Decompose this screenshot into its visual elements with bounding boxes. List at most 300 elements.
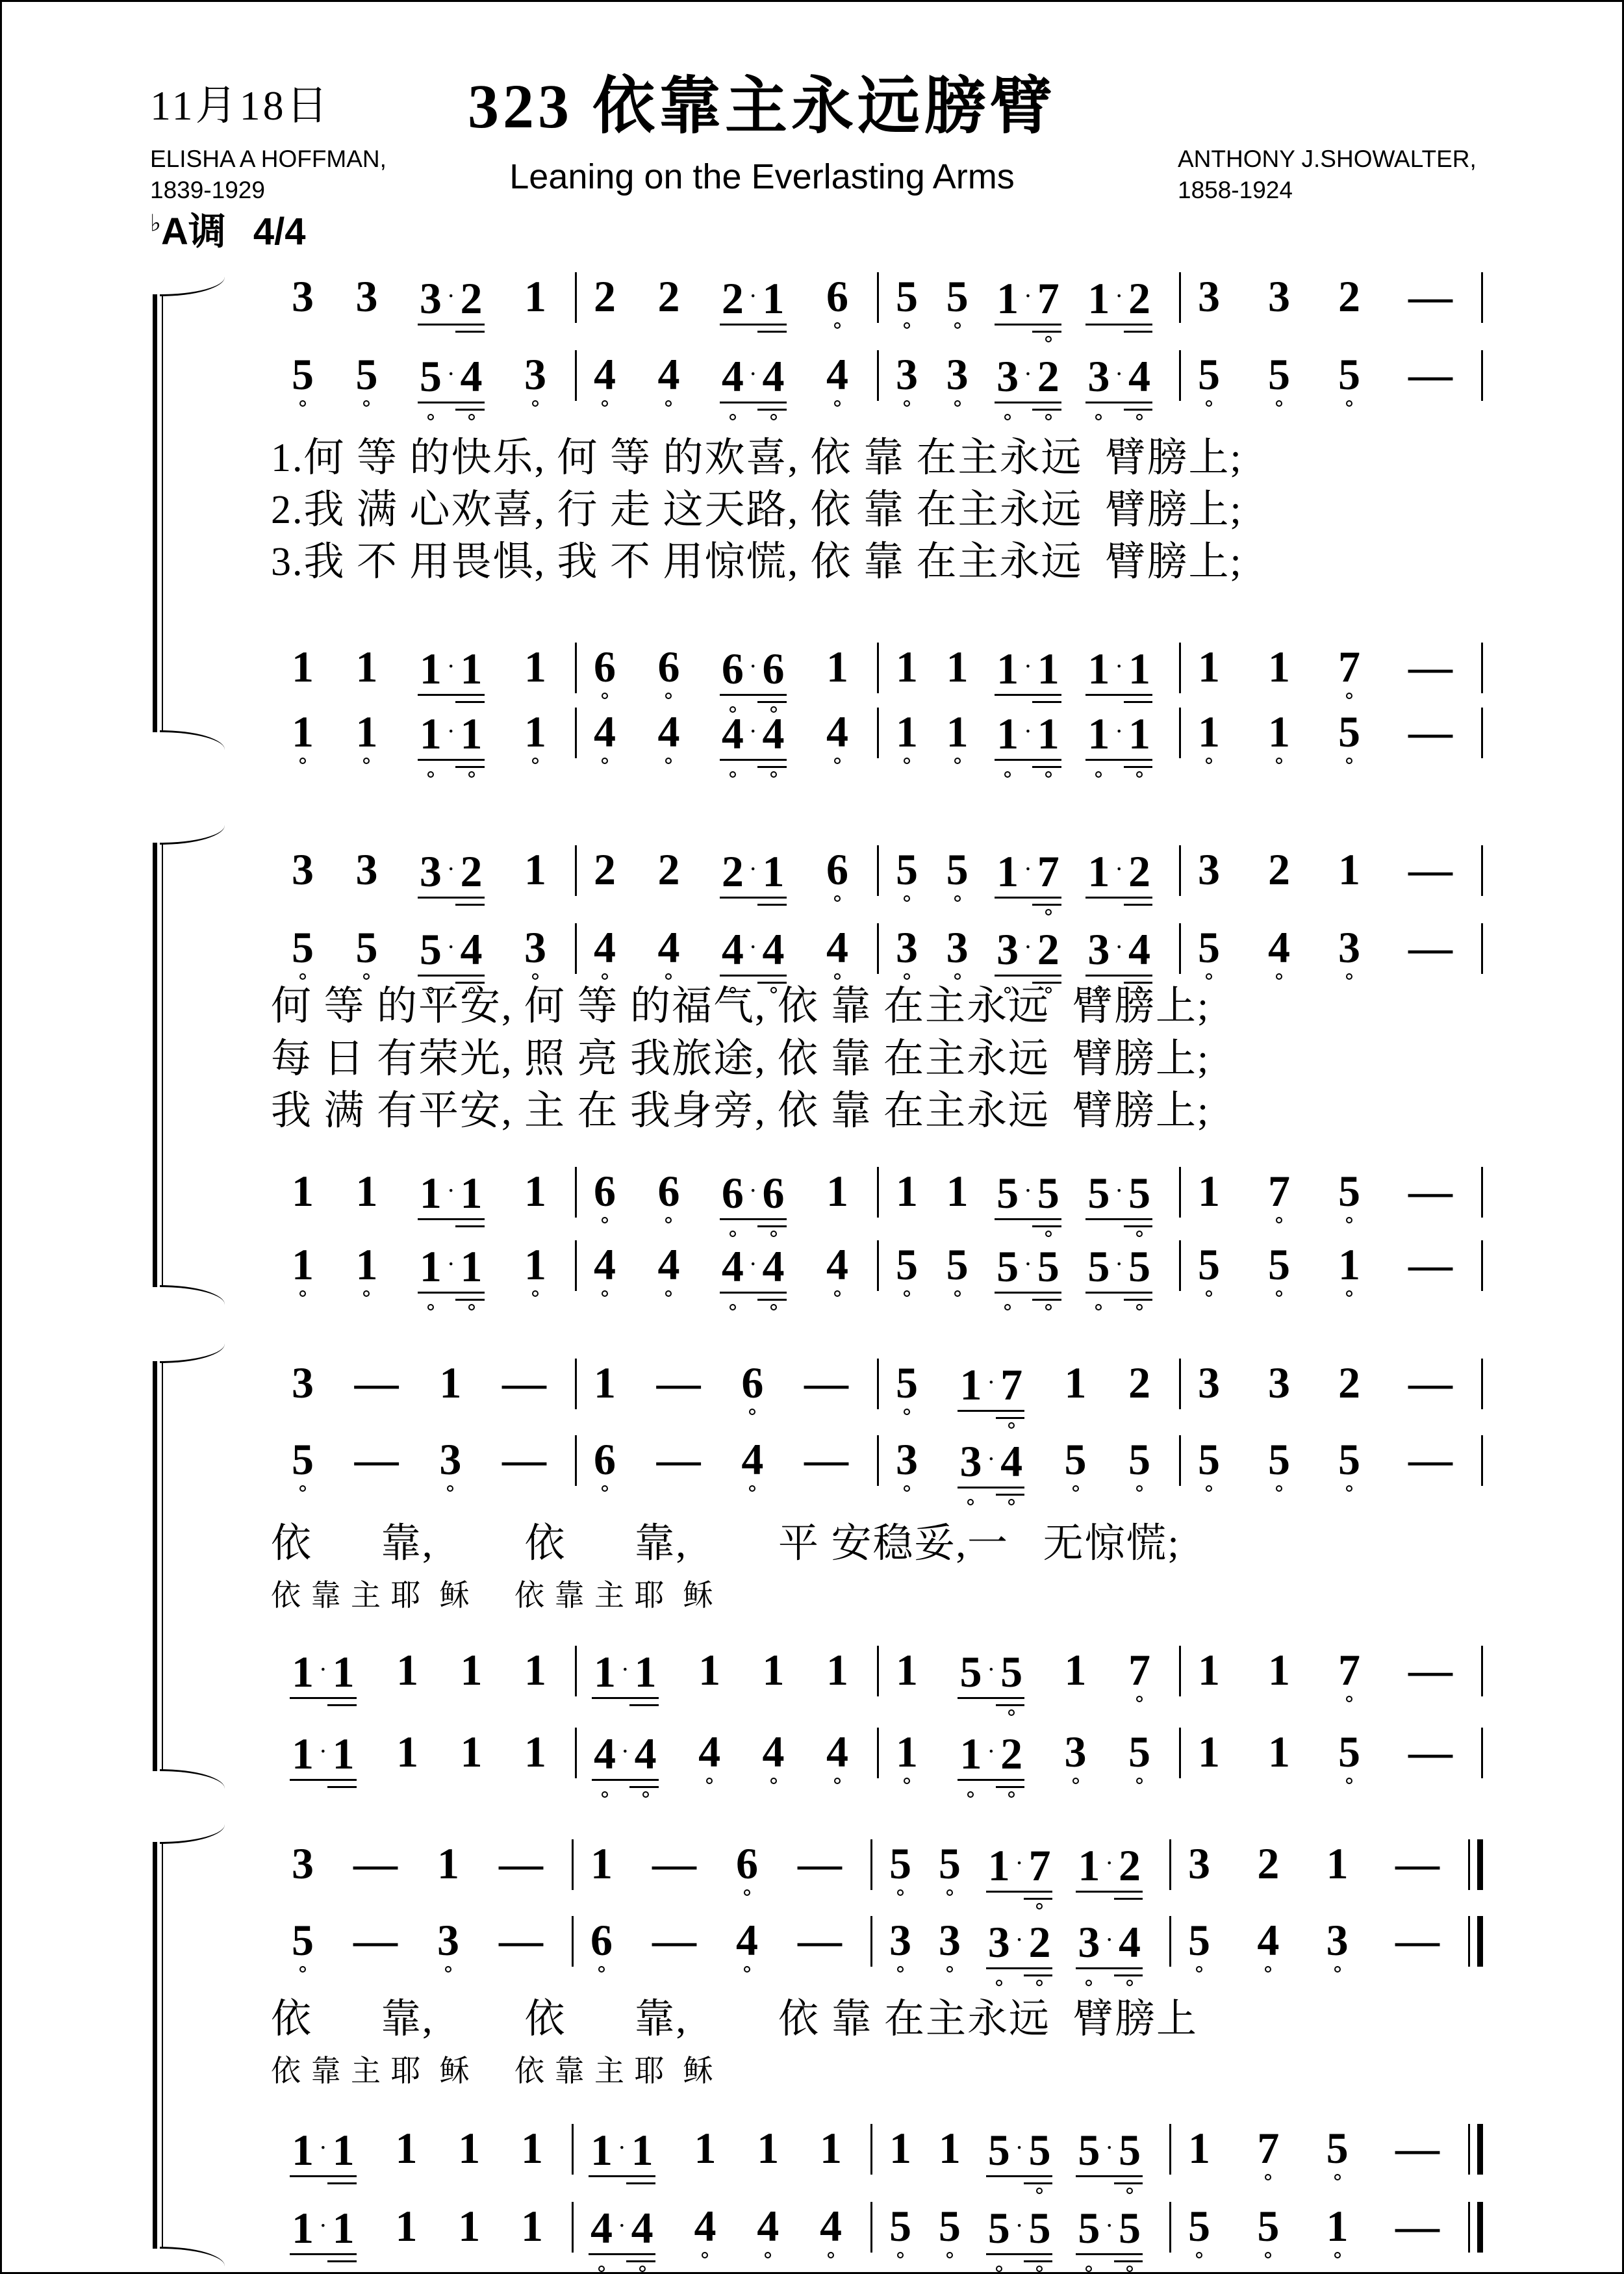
note-token	[420, 643, 483, 693]
low-octave-dot	[967, 1499, 974, 1505]
note-digit: 3	[946, 350, 969, 398]
low-octave-dot	[1004, 1304, 1011, 1310]
barline	[1481, 708, 1483, 758]
low-octave-dot	[1036, 1980, 1043, 1986]
eighth-beam	[418, 759, 485, 761]
sixteenth-beam	[455, 701, 484, 703]
low-octave-dot	[1036, 1903, 1043, 1910]
low-octave-dot	[1045, 1231, 1052, 1237]
low-octave-dot	[954, 1290, 961, 1297]
note-token	[741, 1359, 763, 1407]
note-digit: 3	[419, 847, 442, 896]
eighth-beam	[720, 759, 787, 761]
note-digit: 7	[1000, 1361, 1022, 1409]
note-digit: 5	[1338, 1167, 1360, 1215]
eighth-beam	[958, 1410, 1024, 1412]
note-token	[896, 708, 918, 756]
note-digit: 5	[355, 923, 377, 971]
note-token	[355, 643, 377, 691]
note-digit: 5	[1037, 1169, 1059, 1217]
low-octave-dot	[1276, 973, 1282, 980]
eighth-beam	[1076, 1967, 1143, 1969]
low-octave-dot	[1008, 1422, 1015, 1429]
note-token	[1268, 1359, 1290, 1407]
note-token	[946, 272, 969, 320]
note-token	[292, 845, 314, 893]
low-octave-dot	[1346, 1485, 1352, 1492]
lyricist-name: ELISHA A HOFFMAN,	[150, 146, 387, 172]
low-octave-dot	[730, 1304, 736, 1310]
measure	[1169, 1916, 1468, 1967]
eighth-beam	[995, 897, 1061, 899]
measure	[275, 1916, 572, 1967]
note-digit: 1	[524, 272, 546, 321]
note-token	[355, 1167, 377, 1215]
note-digit: 1	[1064, 1358, 1087, 1407]
note-token	[355, 708, 377, 756]
note-digit: 3	[292, 1839, 314, 1888]
notation-row-tenor	[275, 1167, 1483, 1218]
note-digit: 7	[1037, 274, 1059, 322]
sixteenth-beam	[626, 2182, 655, 2184]
note-digit: 1	[521, 2201, 543, 2251]
note-token	[594, 643, 616, 691]
note-digit: 5	[939, 1839, 961, 1887]
note-digit: 4	[757, 2202, 779, 2250]
note-digit: 1	[1078, 1841, 1100, 1890]
note-digit: 2	[1268, 845, 1290, 894]
lyrics-line: 3.我 不 用畏惧, 我 不 用惊慌, 依 靠 在主永远 臂膀上;	[271, 540, 1243, 584]
low-octave-dot	[468, 771, 475, 778]
notation-row-tenor	[275, 2124, 1483, 2175]
measure	[877, 1359, 1179, 1409]
note-token	[657, 923, 679, 971]
note-token	[798, 1839, 842, 1887]
note-digit: 1	[524, 642, 546, 691]
note-digit: 1	[938, 2123, 961, 2173]
sixteenth-beam	[757, 409, 786, 411]
note-digit: 4	[826, 923, 848, 971]
note-token	[1268, 1646, 1290, 1694]
rhythm-dot: ·	[987, 1446, 996, 1473]
sustain-dash: —	[1408, 350, 1453, 399]
note-token	[1395, 1839, 1440, 1887]
note-digit: 1	[292, 642, 314, 691]
note-token	[1188, 2124, 1210, 2172]
notation-row-bass	[275, 2202, 1483, 2253]
low-octave-dot	[1334, 2174, 1341, 2180]
note-digit: 3	[1268, 1358, 1290, 1407]
note-token	[1338, 1240, 1360, 1288]
low-octave-dot	[1346, 1290, 1352, 1297]
note-digit: 2	[460, 847, 483, 896]
low-octave-dot	[1265, 2174, 1271, 2180]
note-digit: 1	[292, 1647, 314, 1696]
sixteenth-beam	[996, 1704, 1024, 1706]
rhythm-dot: ·	[1024, 718, 1032, 745]
note-digit: 3	[1338, 923, 1360, 971]
lyrics-line: 依 靠, 依 靠, 依 靠 在主永远 臂膀上	[271, 1997, 1199, 2041]
note-digit: 1	[996, 644, 1019, 693]
eighth-beam	[418, 324, 485, 326]
note-digit: 4	[1128, 352, 1150, 400]
low-octave-dot	[1126, 2266, 1133, 2272]
note-digit: 2	[1037, 925, 1059, 973]
sixteenth-beam	[629, 1786, 658, 1788]
sixteenth-beam	[455, 1299, 484, 1301]
note-token	[1188, 1839, 1210, 1887]
sixteenth-beam	[1124, 1225, 1152, 1227]
sixteenth-beam	[1024, 1898, 1052, 1900]
note-token	[1408, 1646, 1453, 1694]
note-token	[1268, 643, 1290, 691]
note-token	[1338, 643, 1360, 691]
barline	[1481, 1167, 1483, 1218]
sixteenth-beam	[1124, 409, 1152, 411]
note-digit: 5	[1028, 2126, 1050, 2174]
note-digit: 1	[420, 1242, 442, 1290]
rhythm-dot: ·	[987, 1738, 996, 1765]
note-digit: 5	[355, 350, 377, 398]
note-digit: 1	[396, 1727, 419, 1776]
eighth-beam	[589, 2253, 655, 2255]
note-token	[988, 1839, 1051, 1889]
note-digit: 3	[996, 925, 1019, 973]
sixteenth-beam	[455, 331, 484, 333]
note-digit: 1	[437, 1839, 459, 1888]
note-token	[959, 1435, 1022, 1485]
low-octave-dot	[1008, 1709, 1015, 1716]
low-octave-dot	[770, 414, 777, 420]
note-digit: 4	[631, 2204, 653, 2252]
low-octave-dot	[447, 1485, 453, 1492]
low-octave-dot	[749, 1409, 755, 1415]
note-digit: 4	[826, 1728, 848, 1776]
note-token	[524, 1646, 546, 1694]
note-digit: 4	[722, 709, 744, 758]
note-digit: 1	[826, 642, 848, 691]
low-octave-dot	[1334, 2252, 1341, 2258]
note-token	[1338, 350, 1360, 398]
sustain-dash: —	[804, 1358, 848, 1407]
low-octave-dot	[532, 758, 539, 764]
note-digit: 3	[439, 1435, 461, 1483]
low-octave-dot	[299, 758, 306, 764]
note-digit: 5	[1338, 1728, 1360, 1776]
note-digit: 4	[590, 2204, 613, 2252]
low-octave-dot	[532, 1290, 539, 1297]
note-token	[594, 1167, 616, 1215]
note-digit: 3	[1078, 1918, 1100, 1966]
note-token	[698, 1646, 720, 1694]
barline	[1481, 643, 1483, 693]
note-token	[722, 643, 785, 693]
note-digit: 4	[1257, 1916, 1279, 1964]
note-token	[996, 350, 1059, 400]
note-token	[594, 1435, 616, 1483]
note-token	[1268, 350, 1290, 398]
note-token	[996, 643, 1059, 693]
measure	[275, 1839, 572, 1890]
note-token	[1087, 845, 1150, 895]
sustain-dash: —	[353, 1915, 398, 1965]
note-digit: 1	[896, 1166, 918, 1216]
note-digit: 4	[594, 350, 616, 398]
low-octave-dot	[602, 1290, 608, 1297]
note-token	[657, 845, 679, 893]
note-digit: 6	[657, 643, 679, 691]
measure	[870, 2202, 1169, 2253]
sustain-dash: —	[1395, 2123, 1440, 2173]
barline	[1481, 1435, 1483, 1486]
note-digit: 4	[461, 352, 483, 400]
note-digit: 6	[763, 645, 785, 693]
sustain-dash: —	[1395, 2201, 1440, 2251]
low-octave-dot	[299, 400, 306, 407]
date-label: 11月18日	[150, 83, 331, 129]
low-octave-dot	[904, 1290, 910, 1297]
low-octave-dot	[1276, 1485, 1282, 1492]
note-token	[524, 845, 546, 893]
measure	[275, 1167, 575, 1218]
sustain-dash: —	[1408, 845, 1453, 894]
note-digit: 1	[1128, 709, 1150, 758]
note-token	[826, 708, 848, 756]
note-digit: 1	[1326, 2202, 1349, 2250]
notation-row-alto	[275, 923, 1483, 974]
low-octave-dot	[834, 1290, 841, 1297]
note-token	[458, 2124, 480, 2172]
note-digit: 3	[292, 1358, 314, 1407]
low-octave-dot	[996, 2266, 1002, 2272]
note-digit: 6	[763, 1169, 785, 1217]
note-digit: 4	[594, 1240, 616, 1288]
eighth-beam	[958, 1779, 1024, 1781]
note-digit: 6	[594, 1167, 616, 1215]
measure	[275, 1728, 575, 1778]
note-token	[896, 643, 918, 691]
measure	[575, 923, 877, 974]
low-octave-dot	[1346, 1778, 1352, 1784]
note-token	[657, 1359, 701, 1407]
note-token	[896, 1359, 918, 1407]
low-octave-dot	[665, 758, 672, 764]
low-octave-dot	[904, 1778, 910, 1784]
sixteenth-beam	[757, 766, 786, 768]
barline	[1481, 350, 1483, 401]
sustain-dash: —	[501, 1358, 546, 1407]
eighth-beam	[986, 2253, 1053, 2255]
note-digit: 1	[762, 847, 785, 896]
system-rows	[271, 1833, 1483, 2262]
notation-row-tenor	[275, 643, 1483, 693]
notation-row-bass	[275, 708, 1483, 758]
measure	[877, 1435, 1179, 1486]
rhythm-dot: ·	[446, 283, 455, 310]
measure	[877, 1240, 1179, 1291]
note-token	[1198, 1167, 1220, 1215]
note-digit: 1	[460, 1727, 483, 1776]
notation-row-soprano	[275, 1839, 1483, 1890]
note-digit: 4	[1128, 925, 1150, 973]
note-digit: 1	[946, 642, 969, 691]
note-digit: 5	[1078, 2125, 1100, 2175]
note-digit: 3	[889, 1916, 911, 1964]
note-token	[988, 2202, 1051, 2252]
note-token	[1408, 272, 1453, 320]
note-token	[437, 1839, 459, 1887]
note-digit: 7	[1268, 1167, 1290, 1215]
measure	[572, 2202, 870, 2253]
note-token	[1198, 1646, 1220, 1694]
note-token	[820, 2202, 842, 2250]
measure	[275, 1240, 575, 1291]
note-digit: 1	[1064, 1645, 1087, 1694]
note-digit: 1	[590, 1839, 613, 1888]
note-token	[292, 350, 314, 398]
note-token	[657, 272, 679, 320]
final-double-barline	[1468, 1916, 1483, 1967]
low-octave-dot	[834, 895, 841, 902]
sixteenth-beam	[629, 1704, 658, 1706]
measure	[575, 272, 877, 323]
note-digit: 5	[1087, 1168, 1110, 1218]
note-digit: 3	[996, 352, 1019, 400]
eighth-beam	[720, 324, 787, 326]
sustain-dash: —	[798, 1915, 842, 1965]
sixteenth-beam	[996, 1786, 1024, 1788]
low-octave-dot	[897, 2252, 904, 2258]
notation-row-tenor	[275, 1646, 1483, 1696]
note-digit: 3	[355, 272, 378, 321]
note-digit: 1	[1198, 1166, 1220, 1216]
rhythm-dot: ·	[748, 1177, 757, 1205]
note-digit: 5	[1338, 708, 1360, 756]
note-digit: 1	[292, 1166, 314, 1216]
note-token	[1338, 1728, 1360, 1776]
note-digit: 2	[594, 845, 616, 894]
low-octave-dot	[1265, 2252, 1271, 2258]
note-token	[1078, 1839, 1141, 1889]
note-token	[1257, 2202, 1279, 2250]
note-token	[292, 1435, 314, 1483]
note-token	[420, 350, 483, 400]
note-digit: 6	[741, 1359, 763, 1407]
rhythm-dot: ·	[1115, 1251, 1123, 1278]
note-digit: 1	[946, 708, 969, 756]
note-digit: 4	[657, 708, 679, 756]
sustain-dash: —	[1395, 1839, 1440, 1888]
note-digit: 5	[959, 1647, 982, 1696]
note-token	[1087, 643, 1150, 693]
note-token	[292, 2124, 355, 2174]
note-token	[1257, 1916, 1279, 1964]
note-digit: 1	[896, 642, 918, 691]
sustain-dash: —	[1408, 1358, 1453, 1407]
sustain-dash: —	[1408, 1645, 1453, 1694]
sustain-dash: —	[652, 1915, 696, 1965]
eighth-beam	[720, 1292, 787, 1294]
note-token	[1087, 1167, 1150, 1217]
note-digit: 3	[1198, 272, 1220, 321]
note-digit: 5	[1198, 1240, 1220, 1288]
measure	[275, 643, 575, 693]
note-digit: 1	[460, 644, 483, 693]
note-digit: 1	[461, 1242, 483, 1290]
note-token	[896, 350, 918, 398]
note-token	[420, 708, 483, 758]
note-token	[657, 1435, 701, 1483]
note-token	[1408, 1728, 1453, 1776]
note-token	[1065, 1646, 1087, 1694]
eighth-beam	[592, 1779, 659, 1781]
low-octave-dot	[1126, 1980, 1133, 1986]
sixteenth-beam	[455, 904, 484, 906]
rhythm-dot: ·	[1024, 283, 1032, 310]
sixteenth-beam	[1124, 904, 1152, 906]
note-token	[396, 1728, 418, 1776]
note-digit: 3	[896, 1435, 918, 1483]
low-octave-dot	[1334, 1966, 1341, 1973]
note-digit: 1	[826, 1645, 848, 1694]
note-digit: 1	[594, 1647, 616, 1696]
note-digit: 5	[1078, 2204, 1100, 2252]
eighth-beam	[1076, 2253, 1143, 2255]
rhythm-dot: ·	[1024, 653, 1032, 680]
rhythm-dot: ·	[319, 1656, 327, 1683]
note-digit: 1	[355, 642, 378, 691]
note-token	[590, 2124, 653, 2174]
rhythm-dot: ·	[748, 283, 757, 310]
note-digit: 2	[1338, 1358, 1360, 1407]
time-signature: 4/4	[253, 211, 306, 253]
note-digit: 4	[694, 2202, 716, 2250]
low-octave-dot	[1072, 1485, 1079, 1492]
barline	[1481, 845, 1483, 896]
note-digit: 5	[1326, 2124, 1349, 2172]
note-digit: 5	[1128, 1242, 1150, 1290]
measure	[275, 2124, 572, 2175]
measure	[870, 1916, 1169, 1967]
note-token	[292, 2202, 355, 2252]
eighth-beam	[1085, 1292, 1152, 1294]
note-digit: 5	[1119, 2126, 1141, 2174]
low-octave-dot	[1045, 909, 1052, 915]
note-token	[524, 708, 546, 756]
measure	[275, 845, 575, 896]
measure	[575, 845, 877, 896]
note-digit: 1	[524, 845, 546, 894]
eighth-beam	[418, 1292, 485, 1294]
rhythm-dot: ·	[446, 653, 455, 680]
sustain-dash: —	[656, 1435, 701, 1484]
note-token	[1078, 1916, 1141, 1966]
note-digit: 3	[524, 350, 546, 398]
note-token	[826, 1728, 848, 1776]
note-digit: 5	[1128, 1728, 1150, 1776]
note-token	[804, 1359, 848, 1407]
note-token	[736, 1839, 758, 1887]
rhythm-dot: ·	[1105, 1850, 1113, 1877]
note-digit: 1	[1198, 1645, 1220, 1694]
note-digit: 6	[594, 643, 616, 691]
low-octave-dot	[427, 414, 434, 420]
note-token	[458, 2202, 480, 2250]
note-digit: 5	[420, 352, 442, 400]
sixteenth-beam	[757, 904, 786, 906]
rhythm-dot: ·	[1115, 361, 1123, 388]
note-token	[420, 1240, 483, 1290]
